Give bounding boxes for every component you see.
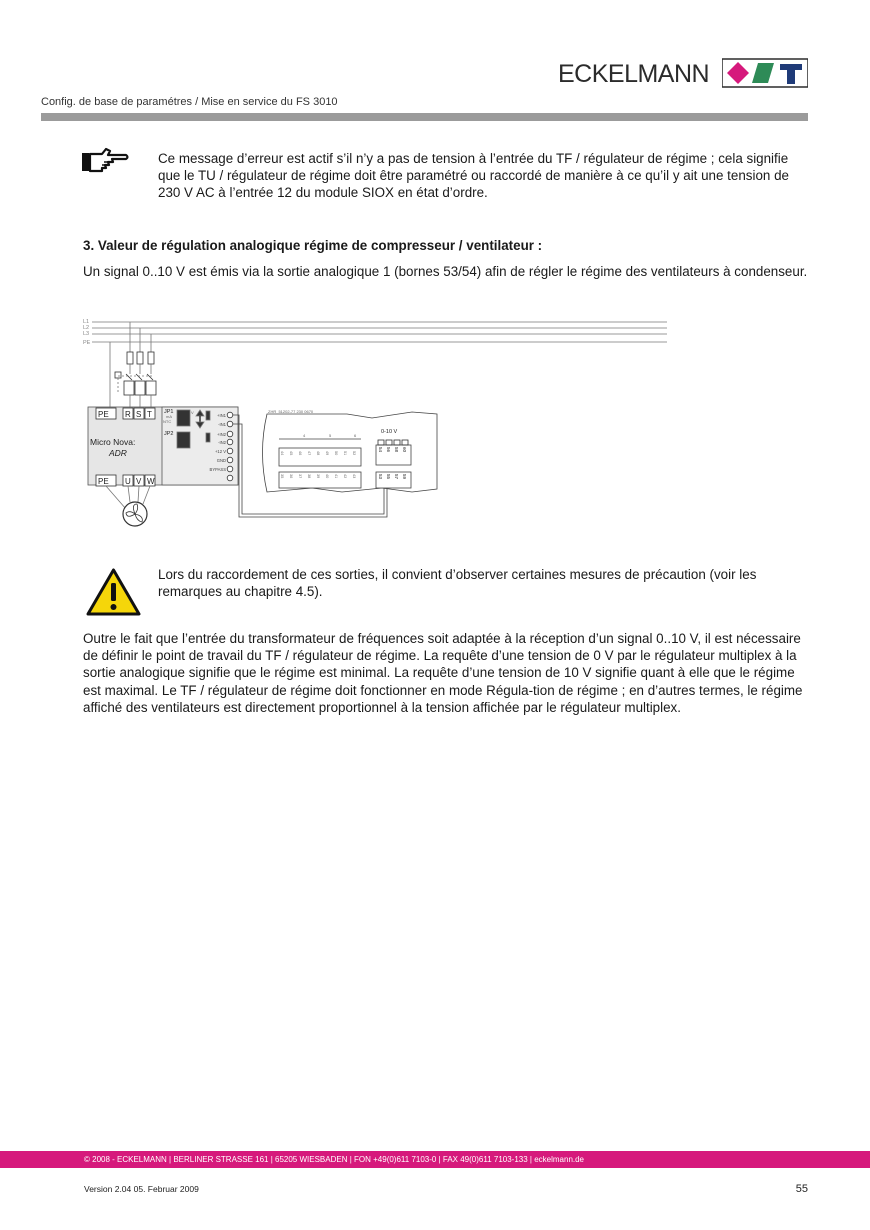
module-pin-label: 38 xyxy=(307,474,311,479)
drive-terminal-label: PE xyxy=(98,477,109,486)
drive-terminal-label: PE xyxy=(98,410,109,419)
module-pin-label: 42 xyxy=(343,474,347,479)
phase-label: L3 xyxy=(83,331,90,337)
warning-triangle-icon xyxy=(85,567,142,617)
section-heading: 3. Valeur de régulation analogique régime de compresseur / ventilateur : xyxy=(83,238,543,253)
module-pin-label: 50 xyxy=(334,451,338,456)
module-pin-label: 35 xyxy=(280,474,284,479)
drive-io-label: +IN2 xyxy=(217,432,226,437)
phase-label: L1 xyxy=(83,319,90,325)
drive-io-label: -IN2 xyxy=(218,440,226,445)
jumper-option: V xyxy=(191,410,194,415)
module-pin-label: 45 xyxy=(289,451,293,456)
module-group-label: 6 xyxy=(354,433,357,438)
module-pin-label: 39 xyxy=(316,474,320,479)
module-group-label: 5 xyxy=(329,433,332,438)
analog-pin-label: 60 xyxy=(402,447,407,453)
module-pin-label: 44 xyxy=(280,451,284,456)
module-pin-label: 46 xyxy=(298,451,302,456)
page-number: 55 xyxy=(795,1183,808,1195)
phase-label: L2 xyxy=(83,325,90,331)
module-pin-label: 36 xyxy=(289,474,293,479)
module-pin-label: 48 xyxy=(316,451,320,456)
analog-pin-label: 55 xyxy=(386,474,391,480)
module-pin-label: 47 xyxy=(307,451,311,456)
wiring-diagram xyxy=(82,314,672,538)
jumper-option: NTC xyxy=(163,419,172,424)
drive-io-label: BYPASS xyxy=(209,467,226,472)
version-info: Version 2.04 05. Februar 2009 xyxy=(84,1184,199,1194)
analog-pin-label: 56 xyxy=(386,447,391,453)
drive-terminal-label: T xyxy=(147,410,152,419)
analog-pin-label: 58 xyxy=(394,447,399,453)
drive-terminal-label: U xyxy=(125,477,131,486)
jumper-label: JP1 xyxy=(164,409,174,415)
drive-terminal-label: S xyxy=(136,410,142,419)
module-group-label: 4 xyxy=(303,433,306,438)
error-note-text: Ce message d’erreur est actif s’il n’y a pas de tension à l’entrée du TF / régulateur de régime ; cela signifie que le TU / régulateur de régime doit être paramétré ou raccordé de manière à ce qu’il y ait une tension de 230 V AC à l’entrée 12 du module SIOX en état d’ordre. xyxy=(158,151,789,201)
drive-name: Micro Nova: xyxy=(90,437,136,447)
warning-text: Lors du raccordement de ces sorties, il convient d’observer certaines mesures de précaution (voir les remarques au chapitre 4.5). xyxy=(158,567,757,600)
drive-model: ADR xyxy=(109,448,127,458)
analog-pin-label: 53 xyxy=(378,474,383,480)
drive-io-label: GND xyxy=(216,458,226,463)
phase-label: PE xyxy=(83,340,91,346)
explanation-paragraph: Outre le fait que l’entrée du transformateur de fréquences soit adaptée à la réception d’un signal 0..10 V, il est nécessaire de définir le point de travail du TF / régulateur de régime. La requête d’une tension de 0 V par le régulateur multiplex à la sortie analogique signifie que le régime est minimal. La requête d’une tension de 10 V signifie quant à elle que le régime est maximal. Le TF / régulateur de régime doit fonctionner en mode Régula-tion de régime ; en d’autres termes, le régime affiché des ventilateurs est directement proportionnel à la tension affichée par le régulateur multiplex. xyxy=(83,631,803,715)
company-logo-text: ECKELMANN xyxy=(558,60,710,88)
jumper-label: JP2 xyxy=(164,431,174,437)
module-pin-label: 43 xyxy=(352,474,356,479)
module-pin-label: 51 xyxy=(343,451,347,456)
drive-io-label: +12 V xyxy=(214,449,226,454)
module-pin-label: 37 xyxy=(298,474,302,479)
drive-terminal-label: V xyxy=(136,477,142,486)
analog-pin-label: 57 xyxy=(394,474,399,480)
footer-bar xyxy=(0,1151,870,1168)
drive-io-label: +IN1 xyxy=(217,413,226,418)
section-intro-text: Un signal 0..10 V est émis via la sortie analogique 1 (bornes 53/54) afin de régler le régime des ventilateurs à condenseur. xyxy=(83,264,808,279)
header-divider xyxy=(41,113,808,121)
module-part-number: ZHR_51202-77 230 0670 xyxy=(268,409,314,414)
company-logo-icon xyxy=(722,58,808,88)
module-pin-label: 52 xyxy=(352,451,356,456)
analog-pin-label: 59 xyxy=(402,474,407,480)
module-pin-label: 41 xyxy=(334,474,338,479)
module-pin-label: 40 xyxy=(325,474,329,479)
jumper-option: mA xyxy=(166,414,172,419)
footer-contact: © 2008 - ECKELMANN | BERLINER STRASSE 161 | 65205 WIESBADEN | FON +49(0)611 7103-0 | FAX 49(0)611 7103-133 | eckelmann.de xyxy=(84,1155,585,1164)
drive-terminal-label: R xyxy=(125,410,131,419)
pointing-hand-icon xyxy=(80,146,130,176)
drive-terminal-label: W xyxy=(147,477,155,486)
drive-io-label: -IN1 xyxy=(218,422,226,427)
analog-pin-label: 54 xyxy=(378,447,383,453)
analog-output-label: 0-10 V xyxy=(381,429,398,435)
document-title: Config. de base de paramétres / Mise en service du FS 3010 xyxy=(41,96,338,108)
module-pin-label: 49 xyxy=(325,451,329,456)
